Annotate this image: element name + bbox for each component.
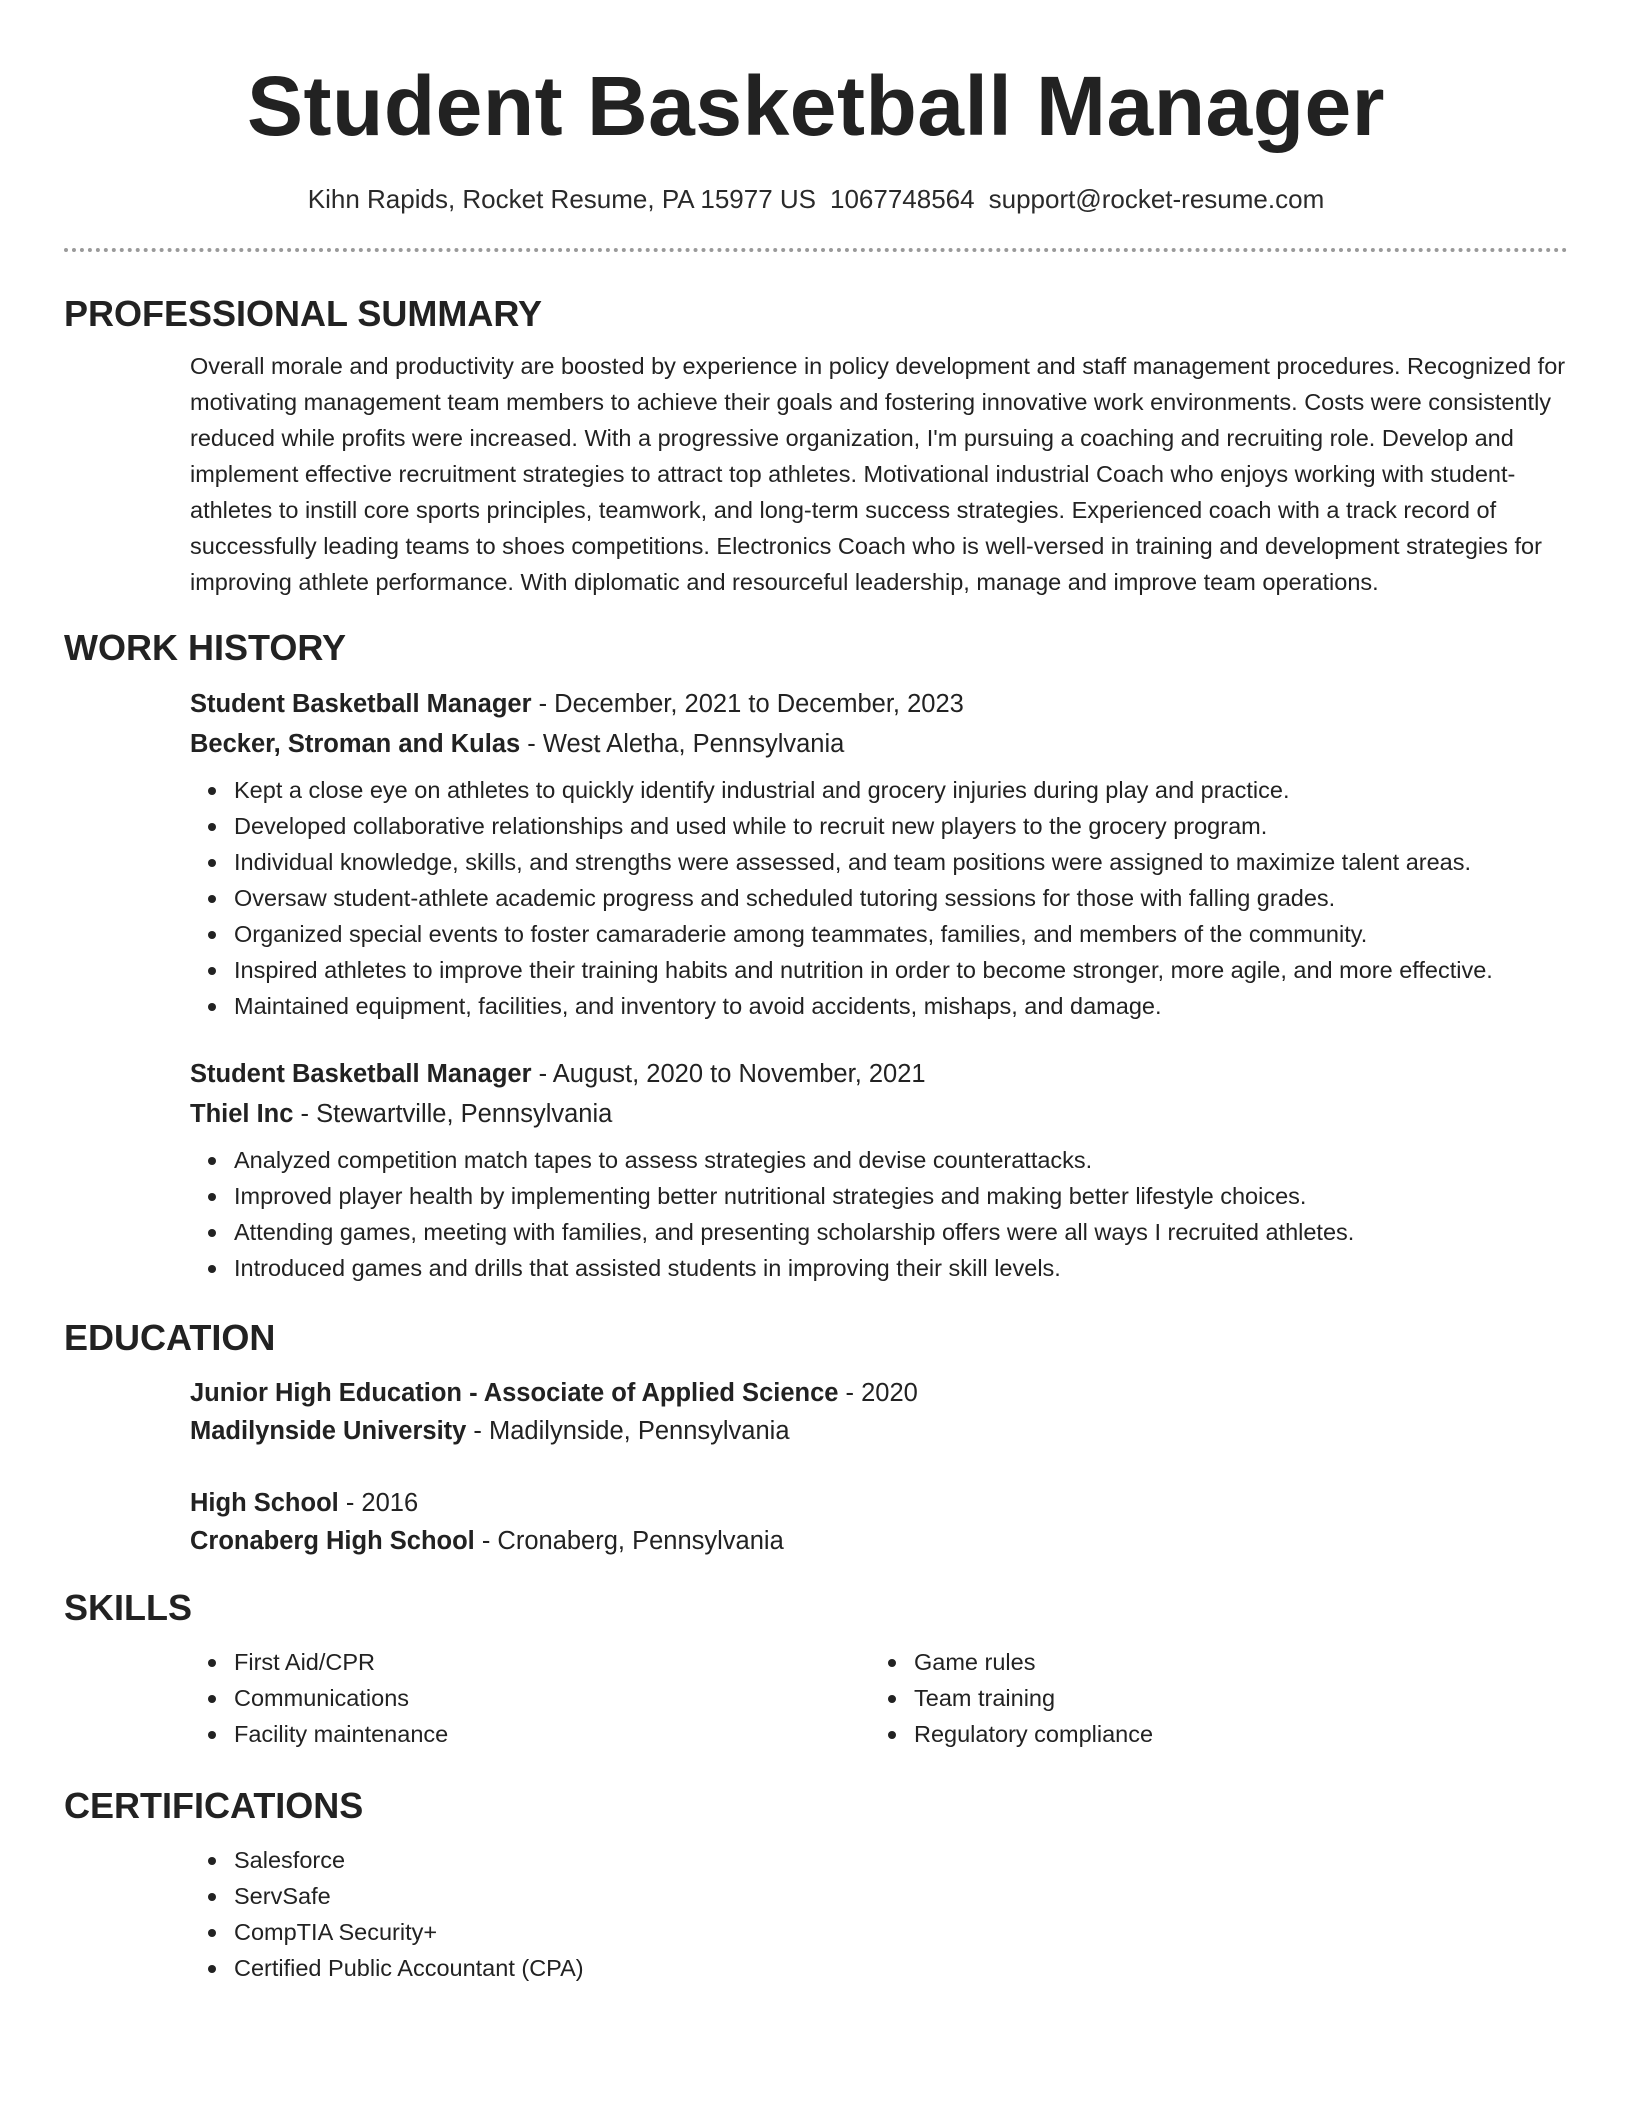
skills-column-right [870, 1644, 1550, 1752]
work-history-section [64, 626, 1568, 1286]
certification-item: CompTIA Security+ [234, 1914, 1568, 1950]
skills-list [870, 1644, 1550, 1752]
skill-item: Facility maintenance [234, 1716, 870, 1752]
section-title-summary: PROFESSIONAL SUMMARY [64, 293, 543, 334]
certification-item: Salesforce [234, 1842, 1568, 1878]
skills-list [190, 1644, 870, 1752]
job-bullet: Inspired athletes to improve their training habits and nutrition in order to become stronger, more agile, and more effective. [234, 952, 1568, 988]
job-dates: - December, 2021 to December, 2023 [531, 690, 964, 718]
job-bullets [190, 772, 1568, 1024]
contact-email: support@rocket-resume.com [988, 184, 1325, 214]
job-title-line [190, 684, 1568, 724]
education-school-line [190, 1412, 1568, 1450]
contact-address: Kihn Rapids, Rocket Resume, PA 15977 US [307, 184, 816, 214]
certification-item: ServSafe [234, 1878, 1568, 1914]
education-degree-line [190, 1484, 1568, 1522]
contact-phone: 1067748564 [830, 184, 975, 214]
job-dates: - August, 2020 to November, 2021 [531, 1060, 926, 1088]
education-degree-line [190, 1374, 1568, 1412]
summary-section [64, 292, 1568, 600]
job-bullet: Organized special events to foster camaraderie among teammates, families, and members of the community. [234, 916, 1568, 952]
job-bullet: Kept a close eye on athletes to quickly identify industrial and grocery injuries during play and practice. [234, 772, 1568, 808]
education-section [64, 1316, 1568, 1560]
job-bullets [190, 1142, 1568, 1286]
job-bullet: Improved player health by implementing better nutritional strategies and making better lifestyle choices. [234, 1178, 1568, 1214]
skill-item: Regulatory compliance [914, 1716, 1550, 1752]
section-title-skills: SKILLS [64, 1587, 193, 1628]
certifications-section [64, 1784, 1568, 1986]
education-entry [190, 1484, 1568, 1560]
job-bullet: Analyzed competition match tapes to assess strategies and devise counterattacks. [234, 1142, 1568, 1178]
certifications-list [190, 1842, 1568, 1986]
job-location: - Stewartville, Pennsylvania [293, 1100, 613, 1128]
job-bullet: Attending games, meeting with families, and presenting scholarship offers were all ways I recruited athletes. [234, 1214, 1568, 1250]
section-title-education: EDUCATION [64, 1317, 276, 1358]
skills-section [64, 1586, 1568, 1752]
job-company-line [190, 724, 1568, 764]
job-bullet: Developed collaborative relationships and used while to recruit new players to the grocery program. [234, 808, 1568, 844]
resume-name: Student Basketball Manager [247, 59, 1385, 153]
skill-item: Communications [234, 1680, 870, 1716]
section-title-work-history: WORK HISTORY [64, 627, 347, 668]
education-school-line [190, 1522, 1568, 1560]
job-bullet: Oversaw student-athlete academic progress and scheduled tutoring sessions for those with falling grades. [234, 880, 1568, 916]
job-role: Student Basketball Manager [190, 1060, 532, 1088]
education-school: Madilynside University [190, 1417, 467, 1445]
job-bullet: Individual knowledge, skills, and strengths were assessed, and team positions were assigned to maximize talent areas. [234, 844, 1568, 880]
job-location: - West Aletha, Pennsylvania [520, 730, 845, 758]
job-company-line [190, 1094, 1568, 1134]
section-title-certifications: CERTIFICATIONS [64, 1785, 364, 1826]
education-school: Cronaberg High School [190, 1527, 475, 1555]
education-location: - Cronaberg, Pennsylvania [474, 1527, 784, 1555]
job-entry [190, 684, 1568, 1024]
job-company: Thiel Inc [190, 1100, 294, 1128]
skills-column-left [190, 1644, 870, 1752]
resume-page [64, 0, 1568, 1986]
education-location: - Madilynside, Pennsylvania [466, 1417, 790, 1445]
job-title-line [190, 1054, 1568, 1094]
education-degree: Junior High Education - Associate of Applied Science [190, 1379, 839, 1407]
skill-item: Game rules [914, 1644, 1550, 1680]
skill-item: First Aid/CPR [234, 1644, 870, 1680]
job-entry [190, 1054, 1568, 1286]
job-bullet: Introduced games and drills that assisted students in improving their skill levels. [234, 1250, 1568, 1286]
education-degree: High School [190, 1489, 339, 1517]
header-divider [64, 248, 1568, 252]
contact-line [64, 182, 1568, 216]
education-entry [190, 1374, 1568, 1450]
job-company: Becker, Stroman and Kulas [190, 730, 521, 758]
education-year: - 2020 [838, 1379, 918, 1407]
summary-text: Overall morale and productivity are boosted by experience in policy development and staff management procedures. Recognized for motivating management team members to achieve their goals and fostering innovative work environments. Costs were consistently reduced while profits were increased. With a progressive organization, I'm pursuing a coaching and recruiting role. Develop and implement effective recruitment strategies to attract top athletes. Motivational industrial Coach who enjoys working with student-athletes to instill core sports principles, teamwork, and long-term success strategies. Experienced coach with a track record of successfully leading teams to shoes competitions. Electronics Coach who is well-versed in training and development strategies for improving athlete performance. With diplomatic and resourceful leadership, manage and improve team operations. [190, 353, 1566, 595]
job-role: Student Basketball Manager [190, 690, 532, 718]
education-year: - 2016 [338, 1489, 419, 1517]
skills-grid [190, 1644, 1570, 1752]
certification-item: Certified Public Accountant (CPA) [234, 1950, 1568, 1986]
job-bullet: Maintained equipment, facilities, and inventory to avoid accidents, mishaps, and damage. [234, 988, 1568, 1024]
skill-item: Team training [914, 1680, 1550, 1716]
